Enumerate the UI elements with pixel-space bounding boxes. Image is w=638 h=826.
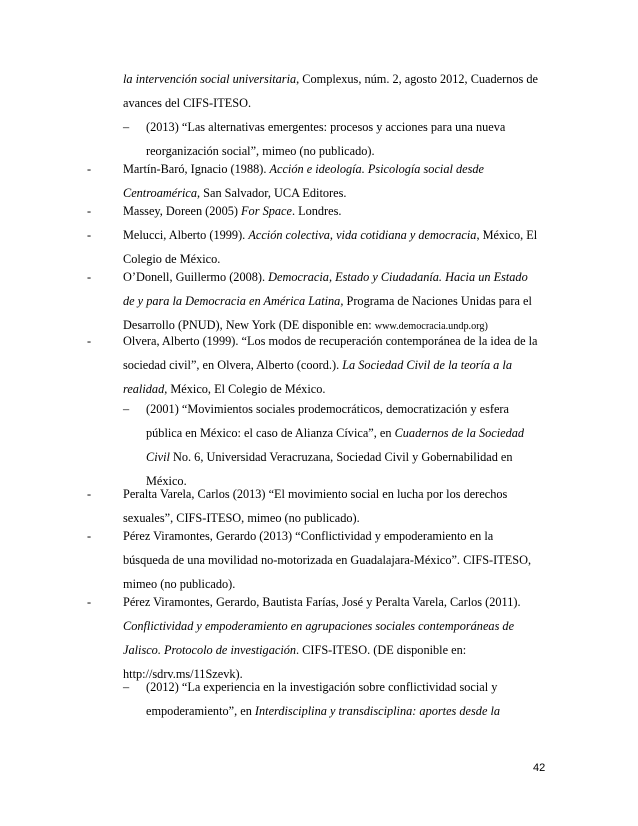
- reference-line: Colegio de México.: [123, 252, 221, 266]
- dash-marker: –: [123, 402, 130, 416]
- reference-line: (2001) “Movimientos sociales prodemocráticos, democratización y esfera: [146, 402, 509, 416]
- reference-title: La Sociedad Civil de la teoría a la: [342, 358, 512, 372]
- reference-title: Centroamérica: [123, 186, 197, 200]
- reference-line: avances del CIFS-ITESO.: [123, 96, 252, 110]
- reference-title: Jalisco. Protocolo de investigación: [123, 643, 297, 657]
- reference-title: de y para la Democracia en América Latina,: [123, 294, 344, 308]
- reference-line: [123, 614, 514, 638]
- reference-title: Conflictividad y empoderamiento en agrupaciones sociales contemporáneas de: [123, 619, 515, 633]
- bullet-marker: -: [87, 529, 92, 543]
- reference-title: la intervención social universitaria: [123, 72, 297, 86]
- dash-marker: –: [123, 120, 130, 134]
- page-number: 42: [533, 762, 546, 774]
- reference-line: (2012) “La experiencia en la investigación sobre conflictividad social y: [146, 680, 498, 694]
- bullet-marker: -: [87, 228, 92, 242]
- reference-line: reorganización social”, mimeo (no publicado).: [146, 144, 375, 158]
- reference-line: Civil No. 6, Universidad Veracruzana, Sociedad Civil y Gobernabilidad en: [146, 450, 513, 464]
- reference-line: Melucci, Alberto (1999). Acción colectiva, vida cotidiana y democracia, México, El: [123, 228, 538, 242]
- reference-title: Cuadernos de la Sociedad: [394, 426, 525, 440]
- reference-line: Jalisco. Protocolo de investigación. CIFS-ITESO. (DE disponible en:: [123, 643, 467, 657]
- reference-line: sexuales”, CIFS-ITESO, mimeo (no publicado).: [123, 511, 360, 525]
- reference-url[interactable]: http://sdrv.ms/11Szevk).: [123, 667, 243, 681]
- bullet-marker: -: [87, 595, 92, 609]
- bullet-marker: -: [87, 204, 92, 218]
- reference-line: O’Donell, Guillermo (2008). Democracia, Estado y Ciudadanía. Hacia un Estado: [123, 270, 528, 284]
- reference-title: realidad: [123, 382, 165, 396]
- bullet-marker: -: [87, 162, 92, 176]
- reference-line: Massey, Doreen (2005) For Space. Londres.: [123, 204, 342, 218]
- reference-title: Democracia, Estado y Ciudadanía. Hacia un Estado: [268, 270, 528, 284]
- reference-line: mimeo (no publicado).: [123, 577, 236, 591]
- reference-line: empoderamiento”, en Interdisciplina y transdisciplina: aportes desde la: [146, 704, 501, 718]
- reference-title: Acción e ideología. Psicología social desde: [269, 162, 484, 176]
- reference-line: sociedad civil”, en Olvera, Alberto (coord.). La Sociedad Civil de la teoría a la: [123, 358, 512, 372]
- reference-title: Acción colectiva, vida cotidiana y democracia: [248, 228, 477, 242]
- reference-line: la intervención social universitaria, Complexus, núm. 2, agosto 2012, Cuadernos de: [123, 72, 538, 86]
- reference-line: (2013) “Las alternativas emergentes: procesos y acciones para una nueva: [146, 120, 506, 134]
- bullet-marker: -: [87, 334, 92, 348]
- reference-line: de y para la Democracia en América Latina, Programa de Naciones Unidas para el: [123, 294, 532, 308]
- reference-line: búsqueda de una movilidad no-motorizada en Guadalajara-México”. CIFS-ITESO,: [123, 553, 532, 567]
- bullet-marker: -: [87, 270, 92, 284]
- reference-line: Olvera, Alberto (1999). “Los modos de recuperación contemporánea de la idea de la: [123, 334, 538, 348]
- reference-line: pública en México: el caso de Alianza Cívica”, en Cuadernos de la Sociedad: [146, 426, 525, 440]
- reference-line: Peralta Varela, Carlos (2013) “El movimiento social en lucha por los derechos: [123, 487, 508, 501]
- reference-line: Desarrollo (PNUD), New York (DE disponible en: www.democracia.undp.org): [123, 318, 488, 332]
- reference-title: Civil: [146, 450, 170, 464]
- bullet-marker: -: [87, 487, 92, 501]
- reference-title: For Space: [241, 204, 292, 218]
- reference-line: Centroamérica, San Salvador, UCA Editores.: [123, 186, 347, 200]
- reference-line: México.: [146, 474, 187, 488]
- reference-line: Pérez Viramontes, Gerardo (2013) “Conflictividad y empoderamiento en la: [123, 529, 494, 543]
- dash-marker: –: [123, 680, 130, 694]
- reference-line: Martín-Baró, Ignacio (1988). Acción e ideología. Psicología social desde: [123, 162, 484, 176]
- reference-line: realidad, México, El Colegio de México.: [123, 382, 326, 396]
- reference-url[interactable]: www.democracia.undp.org): [374, 321, 488, 332]
- reference-line: Pérez Viramontes, Gerardo, Bautista Farías, José y Peralta Varela, Carlos (2011).: [123, 595, 521, 609]
- reference-title: Interdisciplina y transdisciplina: aportes desde la: [254, 704, 501, 718]
